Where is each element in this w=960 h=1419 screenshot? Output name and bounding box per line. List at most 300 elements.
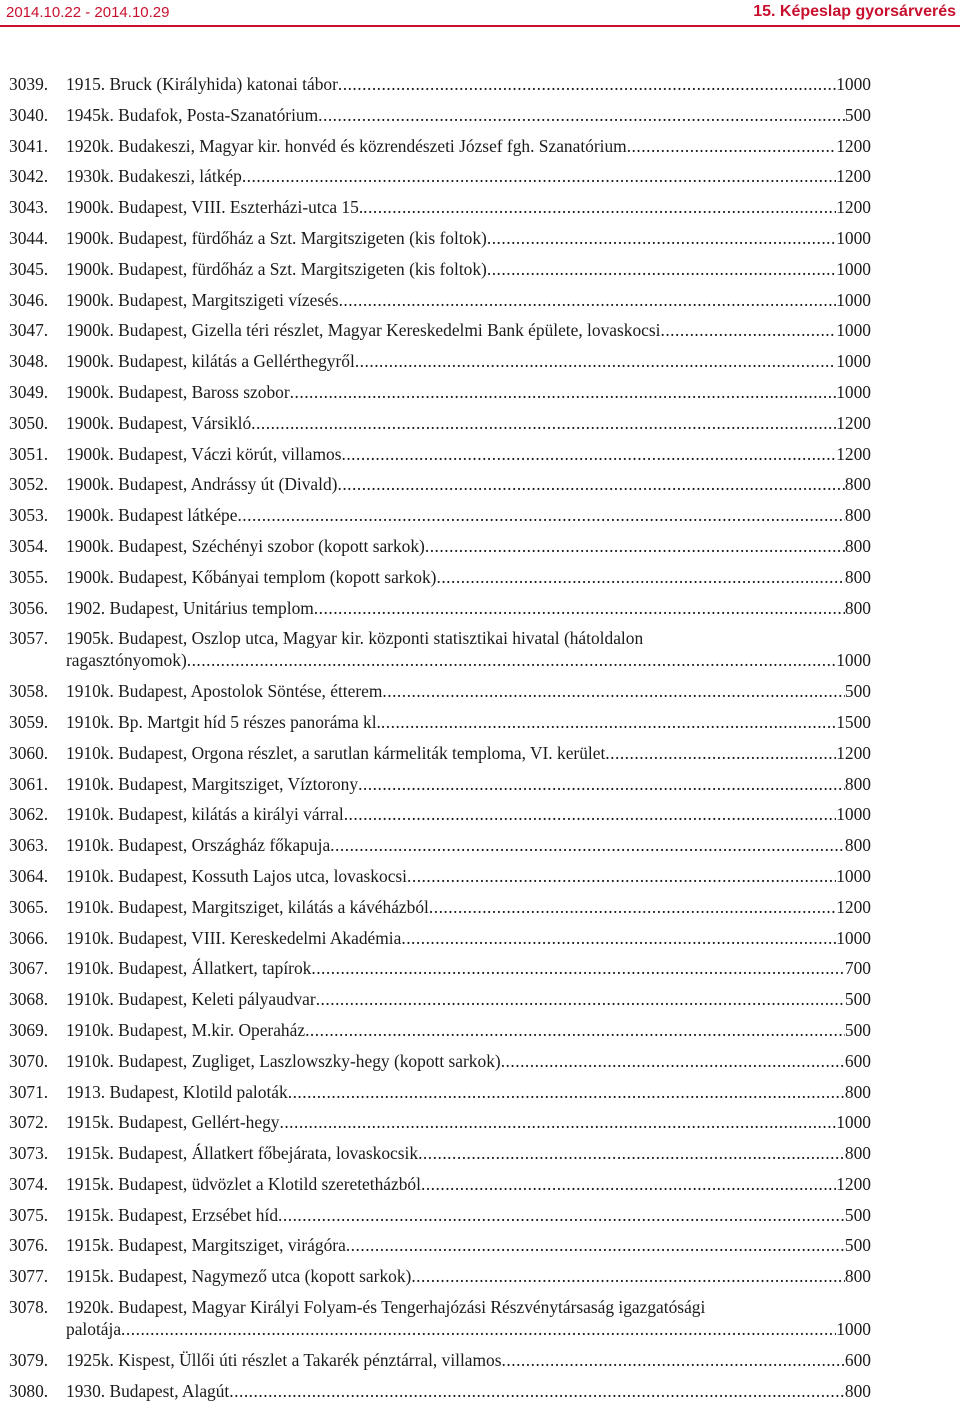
dot-leader bbox=[502, 1349, 845, 1371]
lot-number: 3063. bbox=[9, 835, 49, 856]
lot-price-line bbox=[66, 649, 871, 671]
lot-body bbox=[66, 319, 871, 341]
lot-description: 1915k. Budapest, Nagymező utca (kopott sarkok) bbox=[66, 1266, 412, 1287]
lot-price-line bbox=[66, 742, 871, 764]
lot-entry bbox=[9, 165, 871, 187]
lot-entry bbox=[9, 865, 871, 887]
lot-description: 1925k. Kispest, Üllői úti részlet a Takarék pénztárral, villamos bbox=[66, 1349, 502, 1370]
lot-price-line bbox=[66, 504, 871, 526]
lot-description: 1915k. Budapest, Erzsébet híd bbox=[66, 1204, 279, 1225]
lot-entry bbox=[9, 1111, 871, 1133]
lot-description: 1900k. Budapest, Vársikló bbox=[66, 412, 252, 433]
lot-entry bbox=[9, 443, 871, 465]
lot-number: 3065. bbox=[9, 896, 49, 917]
lot-entry bbox=[9, 1173, 871, 1195]
lot-body bbox=[66, 957, 871, 979]
dot-leader bbox=[660, 319, 836, 341]
lot-price: 800 bbox=[844, 1380, 871, 1401]
lot-body bbox=[66, 504, 871, 526]
lot-entry bbox=[9, 1081, 871, 1103]
lot-price: 800 bbox=[844, 566, 871, 587]
date-range: 2014.10.22 - 2014.10.29 bbox=[6, 4, 170, 21]
lot-number: 3057. bbox=[9, 628, 49, 649]
lot-entry bbox=[9, 773, 871, 795]
lot-price: 1000 bbox=[836, 351, 871, 372]
lot-price-line bbox=[66, 196, 871, 218]
lot-number: 3050. bbox=[9, 412, 49, 433]
header-rule bbox=[0, 25, 960, 27]
lot-description: 1910k. Budapest, Zugliget, Laszlowszky-hegy (kopott sarkok) bbox=[66, 1050, 501, 1071]
lot-body bbox=[66, 227, 871, 249]
lot-price: 1000 bbox=[836, 289, 871, 310]
lot-number: 3053. bbox=[9, 505, 49, 526]
dot-leader bbox=[242, 165, 836, 187]
lot-number: 3064. bbox=[9, 865, 49, 886]
lot-body bbox=[66, 1380, 871, 1402]
lot-price: 1000 bbox=[836, 258, 871, 279]
lot-price: 600 bbox=[844, 1349, 871, 1370]
dot-leader bbox=[411, 1265, 845, 1287]
lot-price-line bbox=[66, 1142, 871, 1164]
lot-price: 1000 bbox=[836, 865, 871, 886]
lot-number: 3051. bbox=[9, 443, 49, 464]
lot-number: 3068. bbox=[9, 989, 49, 1010]
lot-number: 3080. bbox=[9, 1380, 49, 1401]
lot-number: 3067. bbox=[9, 958, 49, 979]
dot-leader bbox=[187, 649, 836, 671]
lot-price: 1000 bbox=[836, 927, 871, 948]
lot-body bbox=[66, 165, 871, 187]
lot-entry bbox=[9, 711, 871, 733]
lot-entry bbox=[9, 1019, 871, 1041]
dot-leader bbox=[290, 381, 837, 403]
lot-description: palotája bbox=[66, 1319, 122, 1340]
lot-description: 1910k. Budapest, Keleti pályaudvar bbox=[66, 989, 316, 1010]
dot-leader bbox=[418, 1142, 845, 1164]
lot-body bbox=[66, 1349, 871, 1371]
lot-number: 3052. bbox=[9, 474, 49, 495]
lot-price: 500 bbox=[844, 1204, 871, 1225]
lot-price-line bbox=[66, 1173, 871, 1195]
dot-leader bbox=[339, 289, 837, 311]
lot-number: 3078. bbox=[9, 1297, 49, 1318]
dot-leader bbox=[346, 1234, 845, 1256]
lot-entry bbox=[9, 1050, 871, 1072]
lot-description: 1910k. Budapest, Margitsziget, Víztorony bbox=[66, 773, 359, 794]
lot-entry bbox=[9, 73, 871, 95]
lot-entry bbox=[9, 957, 871, 979]
lot-entry bbox=[9, 803, 871, 825]
dot-leader bbox=[401, 927, 836, 949]
lot-description: 1900k. Budapest, VIII. Eszterházi-utca 15. bbox=[66, 197, 364, 218]
lot-number: 3066. bbox=[9, 927, 49, 948]
lot-description: 1945k. Budafok, Posta-Szanatórium bbox=[66, 104, 319, 125]
lot-price: 1200 bbox=[836, 412, 871, 433]
dot-leader bbox=[436, 566, 844, 588]
lot-entry bbox=[9, 1234, 871, 1256]
lot-price-line bbox=[66, 104, 871, 126]
lot-price: 1500 bbox=[836, 711, 871, 732]
lot-number: 3042. bbox=[9, 166, 49, 187]
lot-price-line bbox=[66, 957, 871, 979]
lot-price-line bbox=[66, 412, 871, 434]
lot-body bbox=[66, 834, 871, 856]
dot-leader bbox=[341, 443, 836, 465]
lot-price-line bbox=[66, 1050, 871, 1072]
lot-entry bbox=[9, 1380, 871, 1402]
lot-number: 3060. bbox=[9, 742, 49, 763]
lot-number: 3059. bbox=[9, 711, 49, 732]
lot-number: 3044. bbox=[9, 227, 49, 248]
lot-price-line bbox=[66, 1111, 871, 1133]
lot-number: 3074. bbox=[9, 1173, 49, 1194]
lot-price: 800 bbox=[844, 1143, 871, 1164]
dot-leader bbox=[501, 1050, 845, 1072]
lot-price-line bbox=[66, 711, 871, 733]
lot-description: 1900k. Budapest, Andrássy út (Divald) bbox=[66, 474, 338, 495]
lot-entry bbox=[9, 504, 871, 526]
lot-entry bbox=[9, 135, 871, 157]
lot-description: 1915k. Budapest, Margitsziget, virágóra bbox=[66, 1235, 346, 1256]
lot-price: 600 bbox=[844, 1050, 871, 1071]
lot-number: 3056. bbox=[9, 597, 49, 618]
dot-leader bbox=[605, 742, 836, 764]
dot-leader bbox=[314, 597, 845, 619]
lot-number: 3047. bbox=[9, 320, 49, 341]
lot-price: 500 bbox=[844, 989, 871, 1010]
lot-entry bbox=[9, 627, 871, 671]
lot-price-line bbox=[66, 473, 871, 495]
lot-price: 800 bbox=[844, 835, 871, 856]
lot-price: 1000 bbox=[836, 320, 871, 341]
lot-price: 1000 bbox=[836, 650, 871, 671]
lot-price-line bbox=[66, 1318, 871, 1340]
lot-entry bbox=[9, 196, 871, 218]
lot-description: 1910k. Budapest, VIII. Kereskedelmi Akadémia bbox=[66, 927, 402, 948]
lot-price-line bbox=[66, 1019, 871, 1041]
lot-description: 1900k. Budapest, fürdőház a Szt. Margitszigeten (kis foltok) bbox=[66, 258, 487, 279]
dot-leader bbox=[382, 680, 845, 702]
lot-number: 3054. bbox=[9, 535, 49, 556]
lot-price: 1200 bbox=[836, 443, 871, 464]
lot-number: 3049. bbox=[9, 381, 49, 402]
dot-leader bbox=[330, 834, 845, 856]
lot-entry bbox=[9, 896, 871, 918]
lot-price: 1200 bbox=[836, 1173, 871, 1194]
lot-entry bbox=[9, 566, 871, 588]
lot-price: 800 bbox=[844, 1266, 871, 1287]
dot-leader bbox=[338, 73, 836, 95]
lot-entry bbox=[9, 319, 871, 341]
lot-price-line bbox=[66, 319, 871, 341]
lot-body bbox=[66, 350, 871, 372]
lot-price: 800 bbox=[844, 597, 871, 618]
lot-body bbox=[66, 680, 871, 702]
lot-price: 500 bbox=[844, 1235, 871, 1256]
dot-leader bbox=[251, 412, 836, 434]
lot-price: 1000 bbox=[836, 74, 871, 94]
lot-description: 1900k. Budapest, Margitszigeti vízesés bbox=[66, 289, 339, 310]
lot-number: 3071. bbox=[9, 1081, 49, 1102]
lot-number: 3075. bbox=[9, 1204, 49, 1225]
lot-price-line bbox=[66, 165, 871, 187]
lot-entry bbox=[9, 473, 871, 495]
lot-description: 1900k. Budapest, Baross szobor bbox=[66, 381, 290, 402]
lot-price-line bbox=[66, 834, 871, 856]
dot-leader bbox=[316, 988, 845, 1010]
lot-price: 800 bbox=[844, 535, 871, 556]
lot-entry bbox=[9, 988, 871, 1010]
lot-price: 500 bbox=[844, 104, 871, 125]
lot-price-line bbox=[66, 258, 871, 280]
lot-number: 3048. bbox=[9, 351, 49, 372]
lot-number: 3055. bbox=[9, 566, 49, 587]
lot-number: 3058. bbox=[9, 681, 49, 702]
lot-entry bbox=[9, 1142, 871, 1164]
lot-description: 1920k. Budakeszi, Magyar kir. honvéd és közrendészeti József fgh. Szanatórium bbox=[66, 135, 627, 156]
lot-description: 1900k. Budapest látképe bbox=[66, 505, 238, 526]
lot-price: 1000 bbox=[836, 1319, 871, 1340]
lot-body bbox=[66, 1265, 871, 1287]
lot-number: 3039. bbox=[9, 74, 49, 94]
lot-number: 3077. bbox=[9, 1266, 49, 1287]
lot-body bbox=[66, 711, 871, 733]
lot-body bbox=[66, 381, 871, 403]
lot-entry bbox=[9, 535, 871, 557]
lot-number: 3076. bbox=[9, 1235, 49, 1256]
dot-leader bbox=[381, 711, 836, 733]
lot-description: 1910k. Budapest, Apostolok Söntése, étterem bbox=[66, 681, 383, 702]
lot-description: 1910k. Budapest, M.kir. Operaház bbox=[66, 1019, 306, 1040]
lot-body bbox=[66, 1081, 871, 1103]
lot-entry bbox=[9, 597, 871, 619]
lot-number: 3072. bbox=[9, 1112, 49, 1133]
lot-price: 1200 bbox=[836, 135, 871, 156]
lot-price: 500 bbox=[844, 1019, 871, 1040]
lot-body bbox=[66, 73, 871, 95]
dot-leader bbox=[305, 1019, 845, 1041]
lot-description: 1915. Bruck (Királyhida) katonai tábor bbox=[66, 74, 338, 94]
lot-price: 800 bbox=[844, 505, 871, 526]
lot-body bbox=[66, 535, 871, 557]
lot-body bbox=[66, 803, 871, 825]
lot-description: ragasztónyomok) bbox=[66, 650, 187, 671]
lot-price-line bbox=[66, 1234, 871, 1256]
lot-body bbox=[66, 896, 871, 918]
lot-body bbox=[66, 1142, 871, 1164]
dot-leader bbox=[407, 865, 836, 887]
lot-price: 800 bbox=[844, 773, 871, 794]
lot-price: 1000 bbox=[836, 1112, 871, 1133]
lot-number: 3040. bbox=[9, 104, 49, 125]
lot-entry bbox=[9, 1204, 871, 1226]
lot-price: 700 bbox=[844, 958, 871, 979]
lot-price: 1200 bbox=[836, 896, 871, 917]
dot-leader bbox=[278, 1204, 845, 1226]
lot-price-line bbox=[66, 773, 871, 795]
lot-description: 1900k. Budapest, Kőbányai templom (kopott sarkok) bbox=[66, 566, 437, 587]
lot-price: 500 bbox=[844, 681, 871, 702]
lot-body bbox=[66, 865, 871, 887]
lot-body bbox=[66, 566, 871, 588]
lot-number: 3041. bbox=[9, 135, 49, 156]
lot-number: 3062. bbox=[9, 804, 49, 825]
lot-description: 1915k. Budapest, üdvözlet a Klotild szeretetházból bbox=[66, 1173, 421, 1194]
dot-leader bbox=[318, 104, 845, 126]
lot-body bbox=[66, 988, 871, 1010]
lot-entry bbox=[9, 412, 871, 434]
lot-entry bbox=[9, 1265, 871, 1287]
lot-body bbox=[66, 1173, 871, 1195]
lot-body bbox=[66, 473, 871, 495]
lot-description: 1910k. Budapest, Országház főkapuja bbox=[66, 835, 331, 856]
lot-price-line bbox=[66, 927, 871, 949]
lot-number: 3079. bbox=[9, 1349, 49, 1370]
lot-price-line bbox=[66, 1380, 871, 1402]
dot-leader bbox=[337, 473, 844, 495]
auction-title: 15. Képeslap gyorsárverés bbox=[753, 3, 956, 20]
lot-description: 1930. Budapest, Alagút bbox=[66, 1380, 230, 1401]
lot-body bbox=[66, 1111, 871, 1133]
lot-entry bbox=[9, 227, 871, 249]
lot-description: 1900k. Budapest, Váczi körút, villamos bbox=[66, 443, 342, 464]
lot-price-line bbox=[66, 1349, 871, 1371]
lot-price: 800 bbox=[844, 474, 871, 495]
lot-description: 1910k. Budapest, Margitsziget, kilátás a kávéházból bbox=[66, 896, 429, 917]
lot-entry bbox=[9, 258, 871, 280]
lot-price-line bbox=[66, 381, 871, 403]
lot-description: 1902. Budapest, Unitárius templom bbox=[66, 597, 314, 618]
dot-leader bbox=[311, 957, 845, 979]
lot-description: 1910k. Budapest, Orgona részlet, a sarutlan kármeliták temploma, VI. kerület bbox=[66, 742, 606, 763]
lot-body bbox=[66, 104, 871, 126]
lot-body bbox=[66, 627, 871, 671]
lot-body bbox=[66, 289, 871, 311]
lot-price: 1000 bbox=[836, 381, 871, 402]
lot-price-line bbox=[66, 566, 871, 588]
lot-description: 1915k. Budapest, Gellért-hegy bbox=[66, 1112, 280, 1133]
lot-number: 3045. bbox=[9, 258, 49, 279]
lot-price-line bbox=[66, 443, 871, 465]
lot-price-line bbox=[66, 1265, 871, 1287]
lot-body bbox=[66, 773, 871, 795]
lot-list bbox=[9, 73, 871, 1410]
lot-description: 1900k. Budapest, Széchényi szobor (kopott sarkok) bbox=[66, 535, 425, 556]
dot-leader bbox=[487, 258, 836, 280]
lot-entry bbox=[9, 680, 871, 702]
lot-body bbox=[66, 742, 871, 764]
lot-price-line bbox=[66, 988, 871, 1010]
lot-body bbox=[66, 927, 871, 949]
lot-price: 1200 bbox=[836, 197, 871, 218]
lot-price-line bbox=[66, 535, 871, 557]
dot-leader bbox=[487, 227, 836, 249]
lot-price-line bbox=[66, 1204, 871, 1226]
lot-entry bbox=[9, 927, 871, 949]
lot-price: 1200 bbox=[836, 742, 871, 763]
lot-price: 1000 bbox=[836, 227, 871, 248]
dot-leader bbox=[429, 896, 836, 918]
lot-body bbox=[66, 135, 871, 157]
lot-body bbox=[66, 597, 871, 619]
lot-entry bbox=[9, 834, 871, 856]
lot-entry bbox=[9, 289, 871, 311]
lot-description: 1900k. Budapest, fürdőház a Szt. Margitszigeten (kis foltok) bbox=[66, 227, 487, 248]
lot-body bbox=[66, 1296, 871, 1340]
lot-entry bbox=[9, 742, 871, 764]
lot-description: 1910k. Budapest, Kossuth Lajos utca, lovaskocsi bbox=[66, 865, 408, 886]
lot-description-line: 1920k. Budapest, Magyar Királyi Folyam-és Tengerhajózási Részvénytársaság igazgatósági bbox=[66, 1297, 706, 1318]
lot-price-line bbox=[66, 1081, 871, 1103]
lot-body bbox=[66, 258, 871, 280]
dot-leader bbox=[279, 1111, 836, 1133]
lot-price-line bbox=[66, 803, 871, 825]
dot-leader bbox=[121, 1318, 836, 1340]
lot-price-line bbox=[66, 680, 871, 702]
lot-description: 1900k. Budapest, kilátás a Gellérthegyről bbox=[66, 351, 355, 372]
dot-leader bbox=[358, 773, 845, 795]
lot-price-line bbox=[66, 227, 871, 249]
page-header bbox=[0, 0, 960, 28]
lot-number: 3070. bbox=[9, 1050, 49, 1071]
dot-leader bbox=[344, 803, 837, 825]
lot-price-line bbox=[66, 896, 871, 918]
lot-body bbox=[66, 196, 871, 218]
lot-entry bbox=[9, 381, 871, 403]
lot-description: 1915k. Budapest, Állatkert főbejárata, lovaskocsik bbox=[66, 1143, 419, 1164]
dot-leader bbox=[288, 1081, 845, 1103]
dot-leader bbox=[229, 1380, 845, 1402]
lot-body bbox=[66, 443, 871, 465]
dot-leader bbox=[627, 135, 837, 157]
lot-entry bbox=[9, 350, 871, 372]
lot-description: 1930k. Budakeszi, látkép bbox=[66, 166, 242, 187]
dot-leader bbox=[237, 504, 844, 526]
lot-number: 3069. bbox=[9, 1019, 49, 1040]
lot-body bbox=[66, 1050, 871, 1072]
lot-body bbox=[66, 1234, 871, 1256]
lot-price: 1200 bbox=[836, 166, 871, 187]
lot-body bbox=[66, 1204, 871, 1226]
lot-body bbox=[66, 412, 871, 434]
lot-price: 1000 bbox=[836, 804, 871, 825]
lot-entry bbox=[9, 1296, 871, 1340]
lot-entry bbox=[9, 104, 871, 126]
lot-number: 3043. bbox=[9, 197, 49, 218]
lot-body bbox=[66, 1019, 871, 1041]
lot-number: 3061. bbox=[9, 773, 49, 794]
lot-description: 1910k. Budapest, Állatkert, tapírok bbox=[66, 958, 312, 979]
lot-price-line bbox=[66, 289, 871, 311]
lot-price-line bbox=[66, 597, 871, 619]
dot-leader bbox=[425, 535, 845, 557]
dot-leader bbox=[363, 196, 836, 218]
lot-price-line bbox=[66, 865, 871, 887]
dot-leader bbox=[421, 1173, 836, 1195]
lot-entry bbox=[9, 1349, 871, 1371]
lot-price: 800 bbox=[844, 1081, 871, 1102]
lot-description: 1910k. Bp. Martgit híd 5 részes panoráma kl. bbox=[66, 711, 381, 732]
lot-number: 3073. bbox=[9, 1143, 49, 1164]
dot-leader bbox=[355, 350, 836, 372]
lot-description: 1913. Budapest, Klotild paloták bbox=[66, 1081, 288, 1102]
lot-price-line bbox=[66, 73, 871, 95]
lot-description: 1900k. Budapest, Gizella téri részlet, Magyar Kereskedelmi Bank épülete, lovaskocsi bbox=[66, 320, 661, 341]
lot-description: 1910k. Budapest, kilátás a királyi várral bbox=[66, 804, 344, 825]
lot-price-line bbox=[66, 350, 871, 372]
lot-description-line: 1905k. Budapest, Oszlop utca, Magyar kir. központi statisztikai hivatal (hátoldalon bbox=[66, 628, 644, 649]
lot-number: 3046. bbox=[9, 289, 49, 310]
